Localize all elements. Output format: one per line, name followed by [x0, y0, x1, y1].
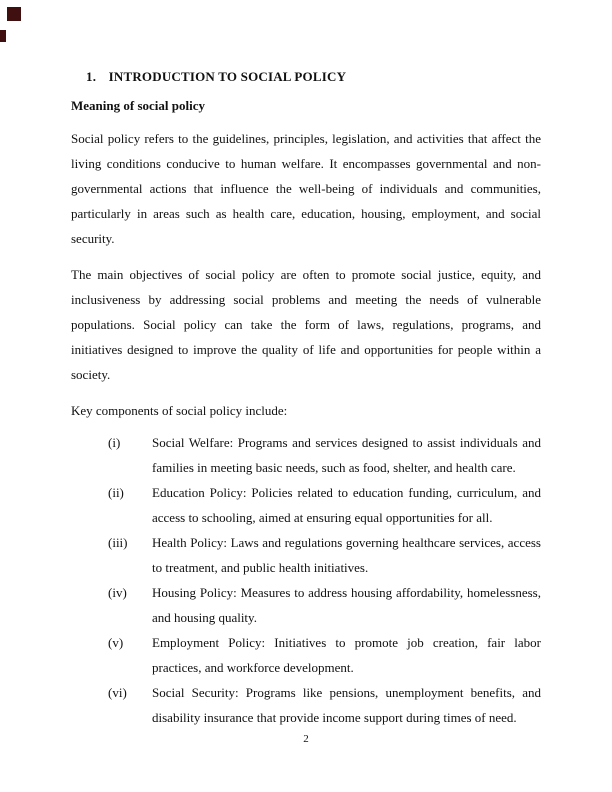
list-item — [108, 580, 541, 630]
list-intro: Key components of social policy include: — [71, 403, 288, 418]
list-item — [108, 430, 541, 480]
list-item-text: Education Policy: Policies related to education funding, curriculum, and access to schooling, aimed at ensuring equal opportunities for all. — [152, 485, 541, 525]
page-number: 2 — [303, 733, 309, 745]
list-item-text: Social Welfare: Programs and services designed to assist individuals and families in meeting basic needs, such as food, shelter, and health care. — [152, 435, 541, 475]
paragraph-objectives: The main objectives of social policy are often to promote social justice, equity, and inclusiveness by addressing social problems and meeting the needs of vulnerable populations. Social policy can take the form of laws, regulations, programs, and initiatives designed to improve the quality of life and opportunities for people within a society. — [71, 267, 541, 382]
list-item-text: Employment Policy: Initiatives to promote job creation, fair labor practices, and workforce development. — [152, 635, 541, 675]
paragraph-definition: Social policy refers to the guidelines, principles, legislation, and activities that affect the living conditions conducive to human welfare. It encompasses governmental and non-governmental actions that influence the well-being of individuals and communities, particularly in areas such as health care, education, housing, employment, and social security. — [71, 131, 541, 246]
list-marker: (v) — [108, 635, 124, 650]
scan-artifact-left-edge — [0, 30, 6, 42]
page-content — [71, 68, 541, 730]
list-item-text: Social Security: Programs like pensions, unemployment benefits, and disability insurance that provide income support during times of need. — [152, 685, 541, 725]
section-title-text: INTRODUCTION TO SOCIAL POLICY — [108, 69, 347, 84]
list-marker: (iii) — [108, 535, 128, 550]
list-item — [108, 630, 541, 680]
list-item — [108, 480, 541, 530]
list-item — [108, 530, 541, 580]
list-marker: (vi) — [108, 685, 127, 700]
key-components-list — [71, 430, 541, 730]
section-number: 1. — [86, 69, 97, 84]
subheading-meaning-of-social-policy: Meaning of social policy — [71, 98, 205, 113]
list-item-text: Health Policy: Laws and regulations governing healthcare services, access to treatment, and public health initiatives. — [152, 535, 541, 575]
list-item-text: Housing Policy: Measures to address housing affordability, homelessness, and housing quality. — [152, 585, 541, 625]
section-title — [71, 68, 541, 86]
list-marker: (iv) — [108, 585, 127, 600]
scan-artifact-top-left — [7, 7, 21, 21]
list-item — [108, 680, 541, 730]
list-marker: (ii) — [108, 485, 124, 500]
list-marker: (i) — [108, 435, 121, 450]
